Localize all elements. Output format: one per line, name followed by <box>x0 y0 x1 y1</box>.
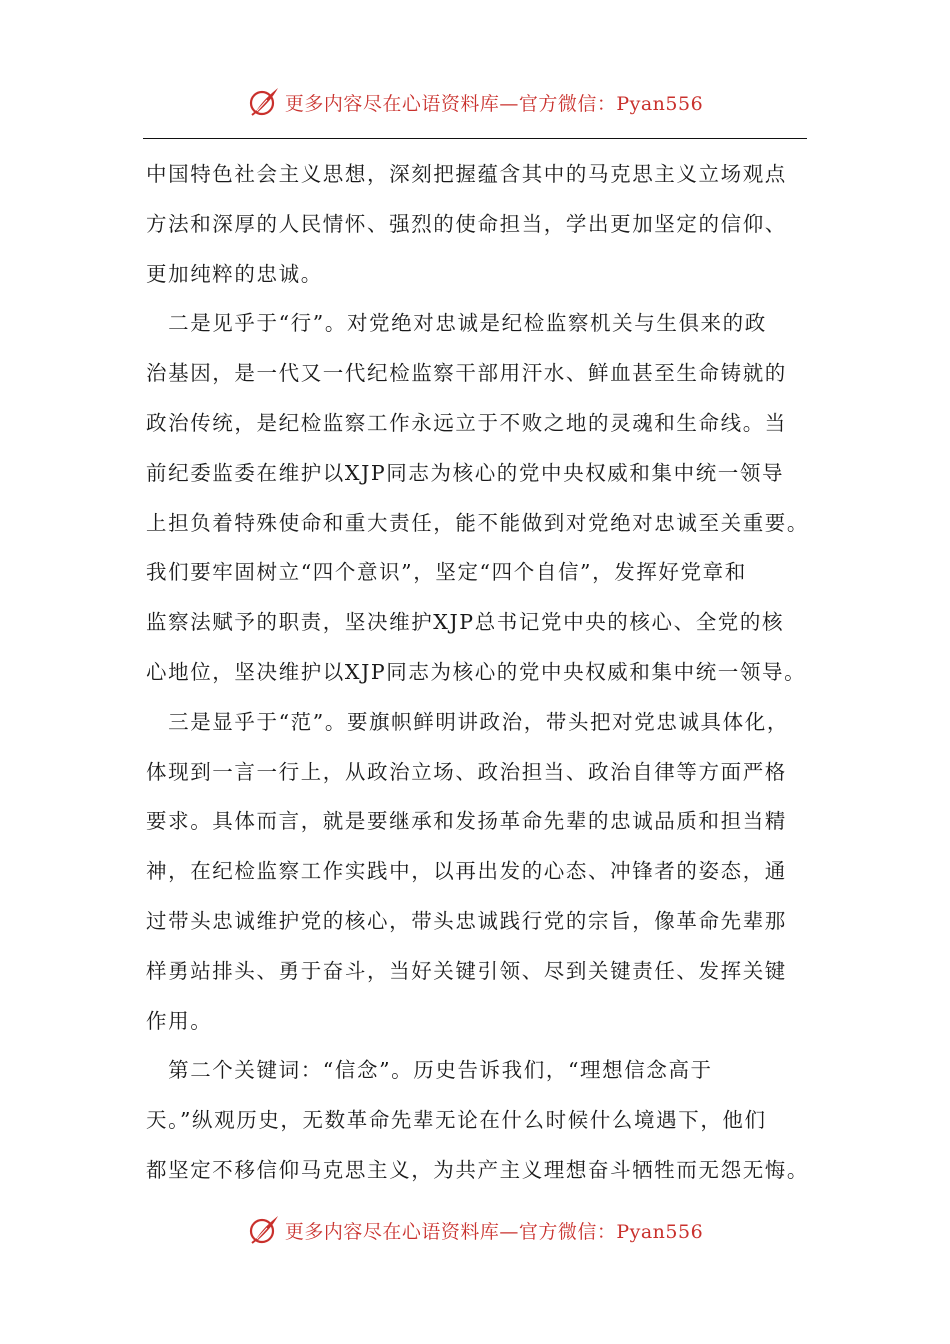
text-line: 要求。具体而言，就是要继承和发扬革命先辈的忠诚品质和担当精 <box>146 809 787 834</box>
header-banner-inner <box>247 85 703 119</box>
footer-banner-text: 更多内容尽在心语资料库—官方微信：Pyan556 <box>284 1220 704 1243</box>
text-line: 作用。 <box>146 1008 213 1033</box>
text-line: 中国特色社会主义思想，深刻把握蕴含其中的马克思主义立场观点 <box>146 162 787 186</box>
text-line: 前纪委监委在维护以XJP同志为核心的党中央权威和集中统一领导 <box>146 460 785 485</box>
text-line: 都坚定不移信仰马克思主义，为共产主义理想奋斗牺牲而无怨无悔。 <box>146 1157 809 1182</box>
footer-banner <box>0 1210 950 1250</box>
text-line: 二是见乎于“行”。对党绝对忠诚是纪检监察机关与生俱来的政 <box>146 311 767 336</box>
text-line: 三是显乎于“范”。要旗帜鲜明讲政治，带头把对党忠诚具体化， <box>146 709 789 734</box>
text-line: 天。”纵观历史，无数革命先辈无论在什么时候什么境遇下，他们 <box>146 1108 767 1133</box>
quill-pen-logo-icon <box>247 85 281 119</box>
header-banner <box>0 82 950 122</box>
text-line: 心地位，坚决维护以XJP同志为核心的党中央权威和集中统一领导。 <box>146 659 807 684</box>
text-line: 监察法赋予的职责，坚决维护XJP总书记党中央的核心、全党的核 <box>146 610 785 635</box>
footer-banner-inner <box>247 1213 703 1247</box>
text-line: 我们要牢固树立“四个意识”，坚定“四个自信”，发挥好党章和 <box>146 560 747 585</box>
document-body <box>146 150 814 1196</box>
text-line: 上担负着特殊使命和重大责任，能不能做到对党绝对忠诚至关重要。 <box>146 510 809 535</box>
text-line: 过带头忠诚维护党的核心，带头忠诚践行党的宗旨，像革命先辈那 <box>146 908 787 933</box>
quill-pen-logo-icon <box>247 1213 281 1247</box>
text-line: 政治传统，是纪检监察工作永远立于不败之地的灵魂和生命线。当 <box>146 410 787 435</box>
header-banner-text: 更多内容尽在心语资料库—官方微信：Pyan556 <box>284 92 704 115</box>
text-line: 体现到一言一行上，从政治立场、政治担当、政治自律等方面严格 <box>146 759 787 784</box>
text-line: 治基因，是一代又一代纪检监察干部用汗水、鲜血甚至生命铸就的 <box>146 361 787 386</box>
text-line: 样勇站排头、勇于奋斗，当好关键引领、尽到关键责任、发挥关键 <box>146 958 787 983</box>
text-line: 神，在纪检监察工作实践中，以再出发的心态、冲锋者的姿态，通 <box>146 859 787 884</box>
header-divider <box>143 138 807 139</box>
text-line: 更加纯粹的忠诚。 <box>146 261 323 286</box>
text-line: 第二个关键词：“信念”。历史告诉我们，“理想信念高于 <box>146 1058 713 1083</box>
text-line: 方法和深厚的人民情怀、强烈的使命担当，学出更加坚定的信仰、 <box>146 211 787 236</box>
